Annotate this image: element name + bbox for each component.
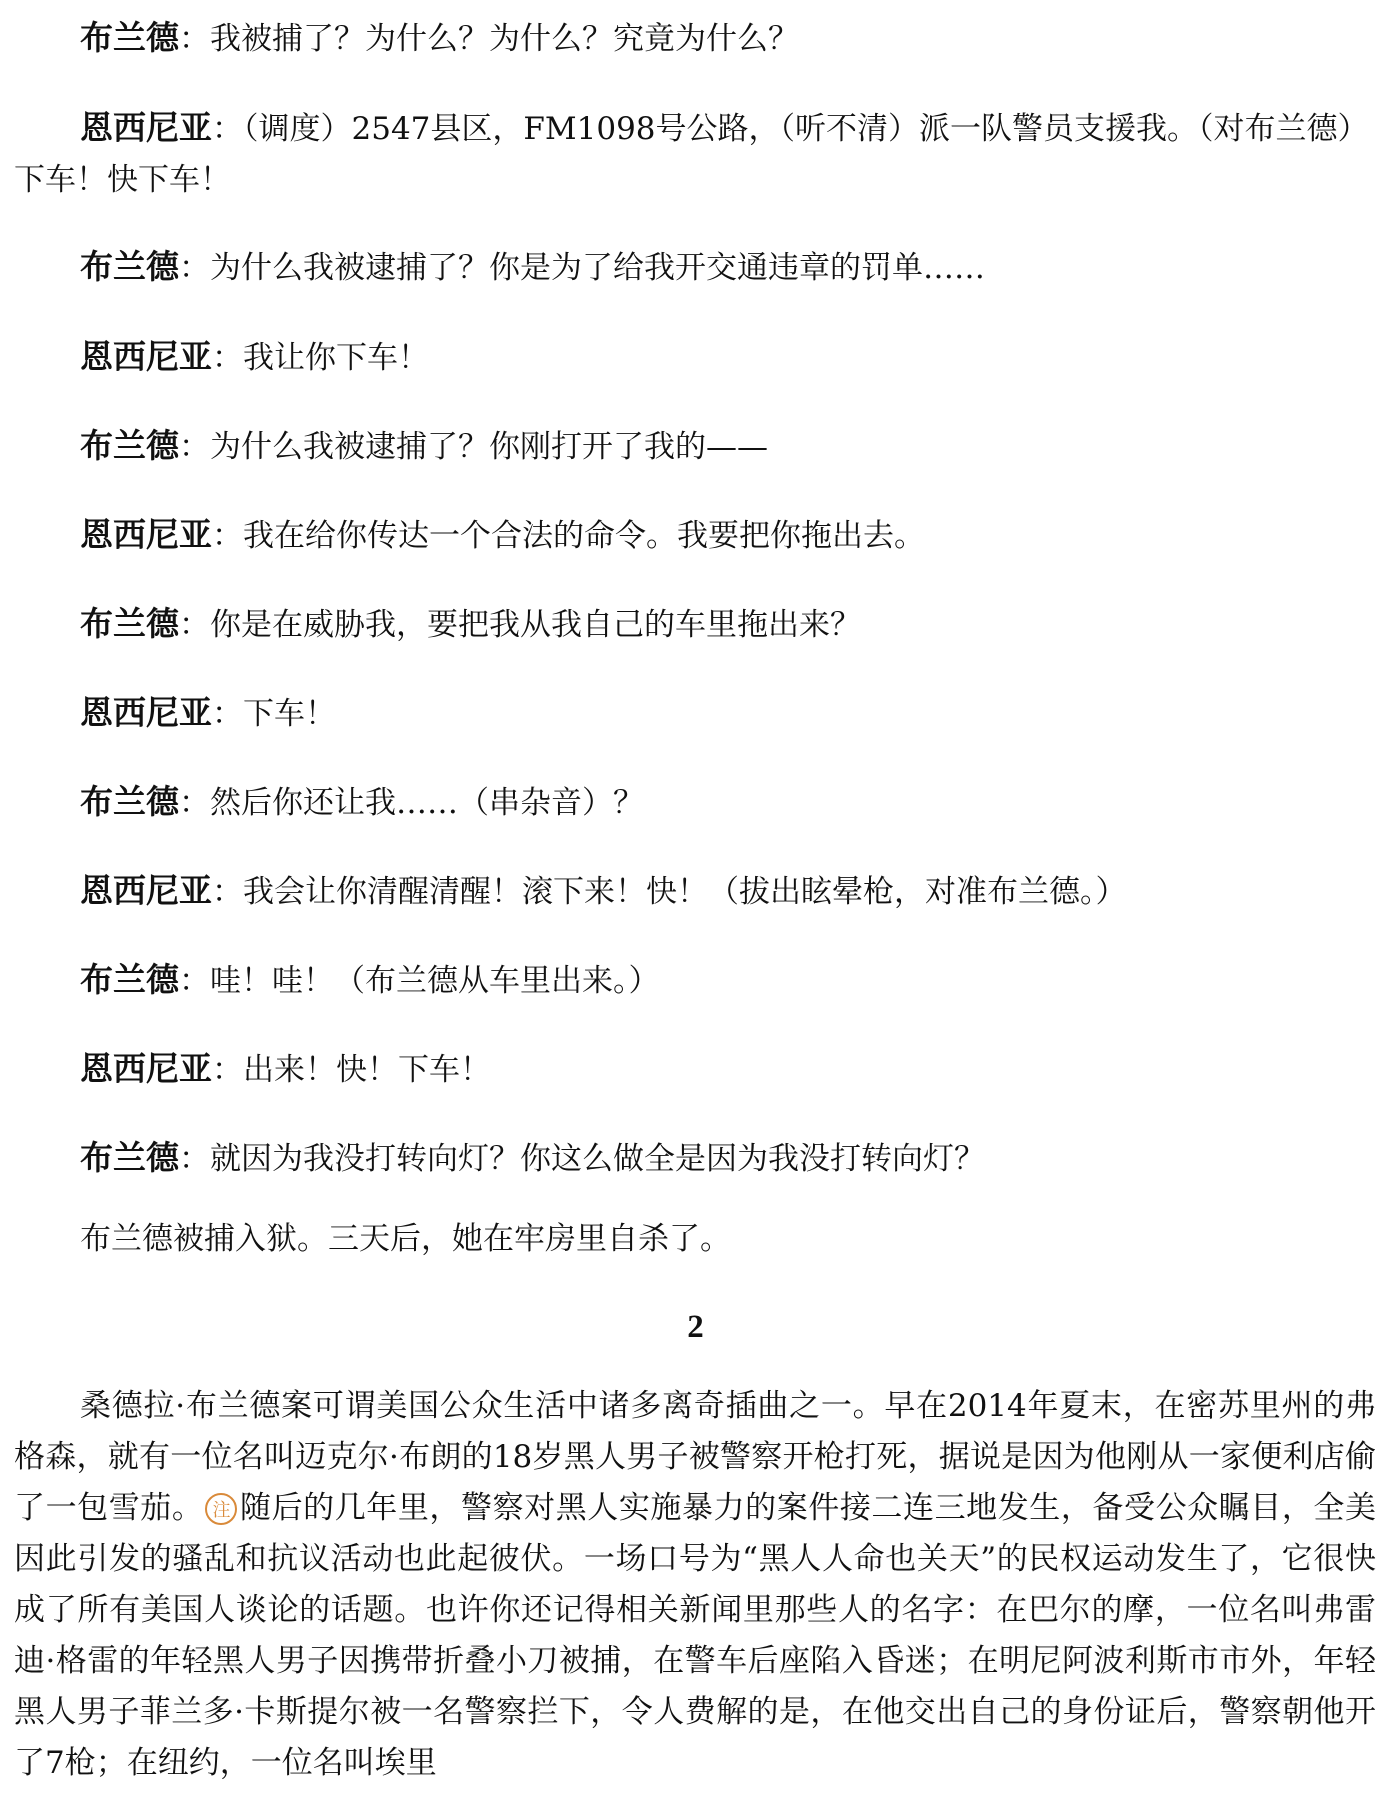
dialogue-text: 为什么我被逮捕了？你刚打开了我的——	[210, 429, 768, 465]
colon: ：	[179, 21, 210, 57]
colon: ：	[212, 1052, 243, 1088]
dialogue-text: 我会让你清醒清醒！滚下来！快！（拔出眩晕枪，对准布兰德。）	[243, 874, 1127, 910]
footnote-icon[interactable]: 注	[205, 1493, 237, 1525]
dialogue-line	[14, 954, 1376, 1007]
speaker-name: 布兰德	[80, 247, 179, 286]
dialogue-text: 我被捕了？为什么？为什么？究竟为什么？	[210, 21, 799, 57]
colon: ：	[179, 1141, 210, 1177]
colon: ：	[179, 250, 210, 286]
dialogue-line	[14, 598, 1376, 651]
speaker-name: 布兰德	[80, 782, 179, 821]
dialogue-text: 然后你还让我……（串杂音）？	[210, 785, 644, 821]
colon: ：	[212, 874, 243, 910]
speaker-name: 恩西尼亚	[80, 337, 212, 376]
dialogue-text: 哇！哇！（布兰德从车里出来。）	[210, 963, 660, 999]
speaker-name: 恩西尼亚	[80, 871, 212, 910]
colon: ：	[212, 696, 243, 732]
dialogue-line	[14, 102, 1376, 206]
dialogue-text: （调度）2547县区，FM1098号公路，（听不清）派一队警员支援我。（对布兰德）下车！快下车！	[14, 111, 1369, 198]
dialogue-text: 下车！	[243, 696, 336, 732]
dialogue-line	[14, 241, 1376, 294]
colon: ：	[212, 340, 243, 376]
dialogue-line	[14, 420, 1376, 473]
colon: ：	[179, 607, 210, 643]
dialogue-line	[14, 776, 1376, 829]
dialogue-text: 你是在威胁我，要把我从我自己的车里拖出来？	[210, 607, 861, 643]
dialogue-text: 为什么我被逮捕了？你是为了给我开交通违章的罚单……	[210, 250, 985, 286]
dialogue-line	[14, 331, 1376, 384]
dialogue-text: 我让你下车！	[243, 340, 429, 376]
speaker-name: 布兰德	[80, 960, 179, 999]
speaker-name: 恩西尼亚	[80, 693, 212, 732]
speaker-name: 布兰德	[80, 604, 179, 643]
dialogue-text: 我在给你传达一个合法的命令。我要把你拖出去。	[243, 518, 925, 554]
dialogue-line	[14, 865, 1376, 918]
dialogue-text: 出来！快！下车！	[243, 1052, 491, 1088]
dialogue-line	[14, 509, 1376, 562]
speaker-name: 布兰德	[80, 426, 179, 465]
speaker-name: 布兰德	[80, 1138, 179, 1177]
dialogue-line	[14, 1043, 1376, 1096]
narration-text: 布兰德被捕入狱。三天后，她在牢房里自杀了。	[80, 1221, 731, 1257]
colon: ：	[179, 963, 210, 999]
speaker-name: 恩西尼亚	[80, 515, 212, 554]
paragraph-text-before-note: 桑德拉·布兰德案可谓美国公众生活中诸多离奇插曲之一。早在2014年夏末，在密苏里州的弗格森，就有一位名叫迈克尔·布朗的18岁黑人男子被警察开枪打死，据说是因为他刚从一家便利店偷了一包雪茄。	[14, 1388, 1376, 1526]
body-paragraph	[14, 1381, 1376, 1789]
section-number: 2	[687, 1309, 704, 1345]
dialogue-line	[14, 1132, 1376, 1185]
colon: ：	[212, 111, 243, 147]
dialogue-line	[14, 12, 1376, 65]
speaker-name: 恩西尼亚	[80, 1049, 212, 1088]
dialogue-text: 就因为我没打转向灯？你这么做全是因为我没打转向灯？	[210, 1141, 985, 1177]
paragraph-text-after-note: 随后的几年里，警察对黑人实施暴力的案件接二连三地发生，备受公众瞩目，全美因此引发的骚乱和抗议活动也此起彼伏。一场口号为“黑人人命也关天”的民权运动发生了，它很快成了所有美国人谈论的话题。也许你还记得相关新闻里那些人的名字：在巴尔的摩，一位名叫弗雷迪·格雷的年轻黑人男子因携带折叠小刀被捕，在警车后座陷入昏迷；在明尼阿波利斯市市外，年轻黑人男子菲兰多·卡斯提尔被一名警察拦下，令人费解的是，在他交出自己的身份证后，警察朝他开了7枪；在纽约，一位名叫埃里	[14, 1490, 1377, 1781]
colon: ：	[212, 518, 243, 554]
dialogue-line	[14, 687, 1376, 740]
speaker-name: 布兰德	[80, 18, 179, 57]
colon: ：	[179, 429, 210, 465]
speaker-name: 恩西尼亚	[80, 108, 212, 147]
colon: ：	[179, 785, 210, 821]
